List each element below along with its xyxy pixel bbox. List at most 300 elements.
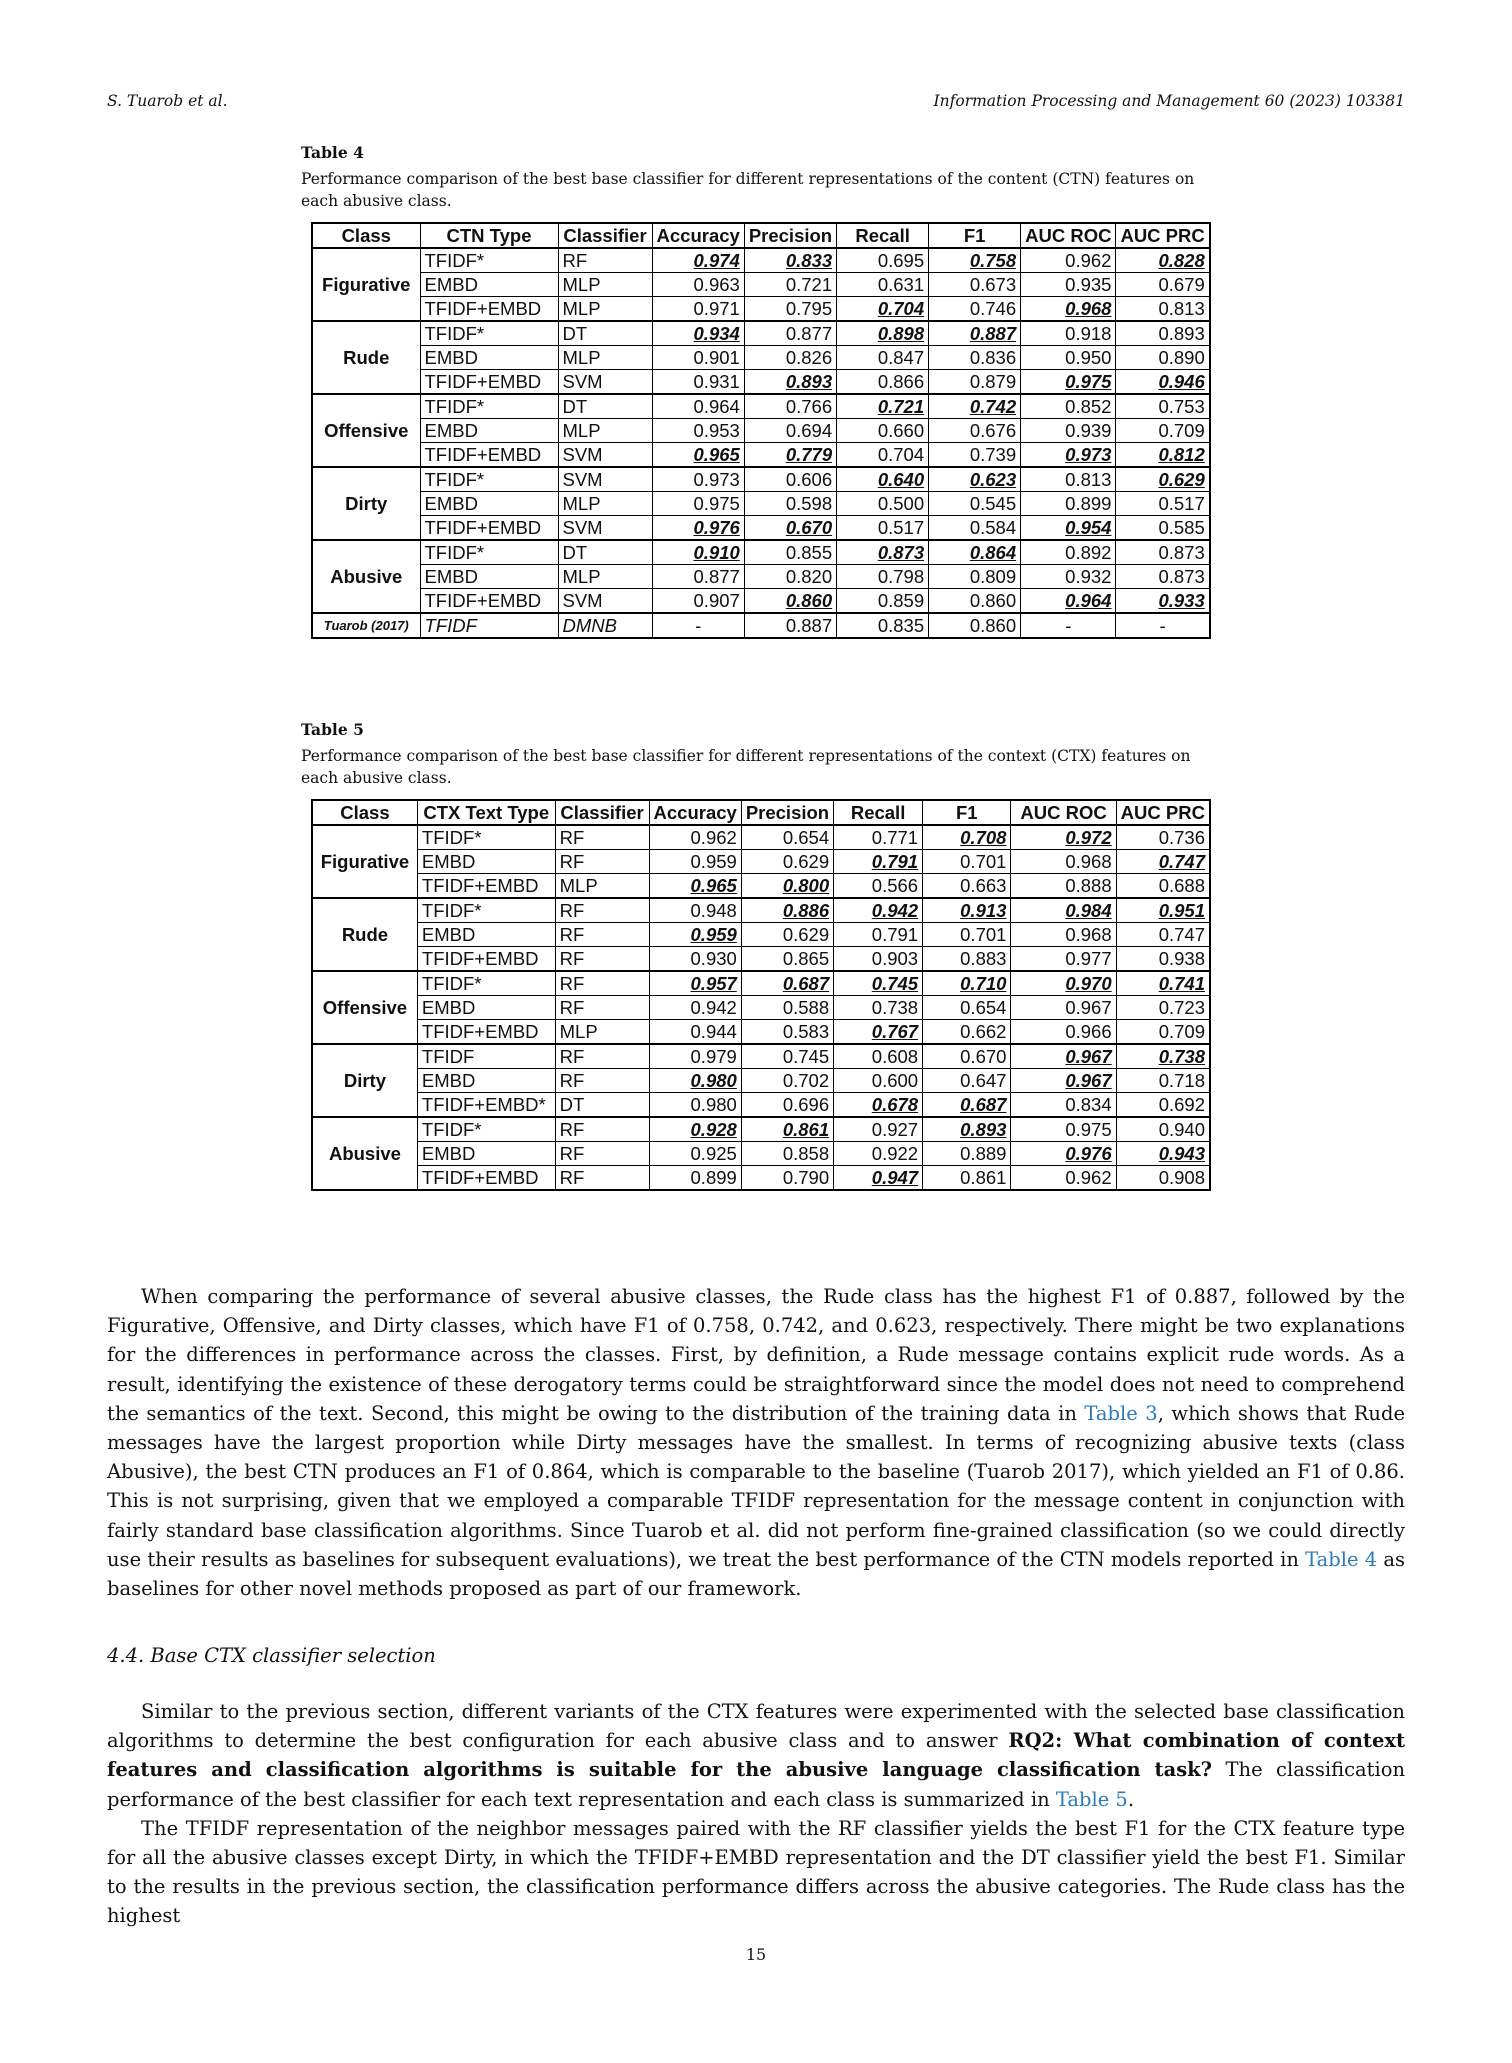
- best-value: 0.800: [782, 875, 830, 896]
- row-classifier: RF: [555, 898, 649, 923]
- metric-cell: 0.940: [1116, 1117, 1210, 1142]
- metric-cell: 0.968: [1011, 923, 1116, 947]
- metric-cell: 0.692: [1116, 1093, 1210, 1118]
- best-value: 0.873: [877, 542, 925, 563]
- metric-cell: 0.899: [1021, 492, 1116, 516]
- metric-cell: 0.694: [744, 419, 836, 443]
- metric-cell: 0.977: [1011, 947, 1116, 972]
- metric-cell: 0.663: [923, 874, 1011, 899]
- row-type: TFIDF*: [420, 467, 558, 492]
- link-table5[interactable]: Table 5: [1055, 1787, 1128, 1811]
- metric-cell: 0.606: [744, 467, 836, 492]
- table-row: [312, 492, 1210, 516]
- row-type: EMBD: [417, 923, 555, 947]
- best-value: 0.933: [1158, 590, 1205, 611]
- metric-cell: [923, 898, 1011, 923]
- best-value: 0.980: [690, 1070, 737, 1091]
- best-value: 0.640: [877, 469, 925, 490]
- table-row: [312, 996, 1210, 1020]
- metric-cell: 0.922: [834, 1142, 923, 1166]
- metric-cell: 0.647: [923, 1069, 1011, 1093]
- metric-cell: [1116, 850, 1210, 874]
- metric-cell: [741, 898, 833, 923]
- row-class-label: Offensive: [312, 971, 417, 1044]
- metric-cell: 0.975: [652, 492, 744, 516]
- row-classifier: RF: [555, 1166, 649, 1191]
- best-value: 0.928: [690, 1119, 737, 1140]
- metric-cell: [1116, 467, 1210, 492]
- column-header: AUC PRC: [1116, 223, 1210, 248]
- paragraph-1: When comparing the performance of several abusive classes, the Rude class has the highest F1 of 0.887, followed by the Figurative, Offensive, and Dirty classes, which have F1 of 0.758, 0.742, and 0.623, respectively. There might be two explanations for the differences in performance across the classes. First, by definition, a Rude message contains explicit rude words. As a result, identifying the existence of these derogatory terms could be straightforward since the model does not need to comprehend the semantics of the text. Second, this might be owing to the distribution of the training data in Table 3, which shows that Rude messages have the largest proportion while Dirty messages have the smallest. In terms of recognizing abusive texts (class Abusive), the best CTN produces an F1 of 0.864, which is comparable to the baseline (Tuarob 2017), which yielded an F1 of 0.86. This is not surprising, given that we employed a comparable TFIDF representation for the message content in conjunction with fairly standard base classification algorithms. Since Tuarob et al. did not perform fine-grained classification (so we could directly use their results as baselines for subsequent evaluations), we treat the best performance of the CTN models reported in Table 4 as baselines for other novel methods proposed as part of our framework.: [107, 1285, 1406, 1601]
- table-row: [312, 248, 1210, 273]
- table5-caption: Performance comparison of the best base classifier for different representations of the context (CTX) features on each abusive class.: [301, 747, 1191, 787]
- best-value: 0.745: [871, 973, 919, 994]
- best-value: 0.910: [693, 542, 740, 563]
- metric-cell: [929, 248, 1021, 273]
- metric-cell: 0.701: [923, 923, 1011, 947]
- metric-cell: [834, 1166, 923, 1191]
- best-value: 0.721: [877, 396, 925, 417]
- best-value: 0.946: [1158, 371, 1205, 392]
- metric-cell: 0.598: [744, 492, 836, 516]
- baseline-metric: -: [1021, 613, 1116, 638]
- row-classifier: MLP: [555, 874, 649, 899]
- metric-cell: 0.962: [1021, 248, 1116, 273]
- metric-cell: [834, 1020, 923, 1045]
- table-row: [312, 540, 1210, 565]
- table-row: [312, 1044, 1210, 1069]
- row-class-label: Rude: [312, 898, 417, 971]
- metric-cell: [923, 1117, 1011, 1142]
- metric-cell: 0.903: [834, 947, 923, 972]
- table-row: [312, 1142, 1210, 1166]
- row-type: TFIDF+EMBD*: [417, 1093, 555, 1118]
- row-type: TFIDF+EMBD: [417, 947, 555, 972]
- running-header-authors: S. Tuarob et al.: [107, 92, 228, 110]
- best-value: 0.898: [877, 323, 925, 344]
- best-value: 0.951: [1158, 900, 1205, 921]
- row-type: TFIDF: [417, 1044, 555, 1069]
- metric-cell: 0.962: [1011, 1166, 1116, 1191]
- best-value: 0.791: [871, 851, 919, 872]
- metric-cell: [1116, 1044, 1210, 1069]
- column-header: Accuracy: [649, 800, 741, 825]
- table-row: [312, 419, 1210, 443]
- best-value: 0.965: [690, 875, 737, 896]
- best-value: 0.893: [960, 1119, 1007, 1140]
- column-header: F1: [929, 223, 1021, 248]
- best-value: 0.970: [1065, 973, 1112, 994]
- row-classifier: RF: [555, 850, 649, 874]
- row-classifier: MLP: [558, 419, 652, 443]
- metric-cell: 0.938: [1116, 947, 1210, 972]
- metric-cell: [834, 1093, 923, 1118]
- metric-cell: [652, 516, 744, 541]
- metric-cell: 0.931: [652, 370, 744, 395]
- metric-cell: 0.688: [1116, 874, 1210, 899]
- metric-cell: 0.893: [1116, 321, 1210, 346]
- paragraph-2: Similar to the previous section, different variants of the CTX features were experimented with the selected base classification algorithms to determine the best configuration for each abusive class and to answer RQ2: What combination of context features and classification algorithms is suitable for the abusive language classification task? The classification performance of the best classifier for each text representation and each class is summarized in Table 5. The TFIDF representation of the neighbor messages paired with the RF classifier yields the best F1 for the CTX feature type for all the abusive classes except Dirty, in which the TFIDF+EMBD representation and the DT classifier yield the best F1. Similar to the results in the previous section, the classification performance differs across the abusive categories. The Rude class has the highest: [107, 1697, 1405, 1931]
- column-header: AUC PRC: [1116, 800, 1210, 825]
- row-type: TFIDF*: [420, 321, 558, 346]
- metric-cell: [837, 394, 929, 419]
- metric-cell: [1011, 971, 1116, 996]
- row-type: TFIDF+EMBD: [420, 443, 558, 468]
- row-type: TFIDF+EMBD: [420, 297, 558, 322]
- table5: [311, 799, 1211, 1191]
- table4: [311, 222, 1211, 639]
- metric-cell: 0.747: [1116, 923, 1210, 947]
- row-type: EMBD: [420, 346, 558, 370]
- row-type: EMBD: [420, 565, 558, 589]
- metric-cell: 0.545: [929, 492, 1021, 516]
- metric-cell: 0.695: [837, 248, 929, 273]
- row-class-label: Figurative: [312, 248, 420, 321]
- metric-cell: [744, 516, 836, 541]
- best-value: 0.893: [785, 371, 833, 392]
- table4-block: [301, 143, 1211, 639]
- metric-cell: 0.746: [929, 297, 1021, 322]
- column-header: Precision: [744, 223, 836, 248]
- metric-cell: 0.753: [1116, 394, 1210, 419]
- row-classifier: RF: [558, 248, 652, 273]
- best-value: 0.742: [969, 396, 1017, 417]
- metric-cell: [649, 971, 741, 996]
- metric-cell: 0.925: [649, 1142, 741, 1166]
- metric-cell: 0.517: [837, 516, 929, 541]
- metric-cell: 0.739: [929, 443, 1021, 468]
- column-header: AUC ROC: [1011, 800, 1116, 825]
- column-header: Recall: [837, 223, 929, 248]
- metric-cell: 0.704: [837, 443, 929, 468]
- row-type: EMBD: [417, 1069, 555, 1093]
- row-type: TFIDF+EMBD: [420, 370, 558, 395]
- column-header: Class: [312, 223, 420, 248]
- baseline-metric: 0.860: [929, 613, 1021, 638]
- table-row: [312, 1069, 1210, 1093]
- table-row: [312, 1020, 1210, 1045]
- table-row: [312, 1166, 1210, 1191]
- paragraph-3: The TFIDF representation of the neighbor messages paired with the RF classifier yields the best F1 for the CTX feature type for all the abusive classes except Dirty, in which the TFIDF+EMBD representation and the DT classifier yield the best F1. Similar to the results in the previous section, the classification performance differs across the abusive categories. The Rude class has the highest: [107, 1816, 1405, 1928]
- metric-cell: [1021, 589, 1116, 614]
- row-classifier: RF: [555, 996, 649, 1020]
- row-class-label: Dirty: [312, 1044, 417, 1117]
- row-type: TFIDF+EMBD: [420, 516, 558, 541]
- metric-cell: [649, 1069, 741, 1093]
- row-type: EMBD: [420, 419, 558, 443]
- row-type: EMBD: [417, 1142, 555, 1166]
- metric-cell: [741, 1117, 833, 1142]
- metric-cell: [649, 1117, 741, 1142]
- row-type: TFIDF*: [417, 1117, 555, 1142]
- metric-cell: 0.907: [652, 589, 744, 614]
- best-value: 0.976: [693, 517, 740, 538]
- table-row: [312, 825, 1210, 850]
- best-value: 0.972: [1065, 827, 1112, 848]
- row-type: TFIDF*: [420, 248, 558, 273]
- table-row: [312, 923, 1210, 947]
- column-header: AUC ROC: [1021, 223, 1116, 248]
- table-row: [312, 321, 1210, 346]
- row-classifier: DT: [558, 540, 652, 565]
- table-row: [312, 565, 1210, 589]
- row-class-label: Abusive: [312, 1117, 417, 1190]
- metric-cell: 0.873: [1116, 565, 1210, 589]
- metric-cell: 0.654: [741, 825, 833, 850]
- row-classifier: RF: [555, 971, 649, 996]
- metric-cell: [929, 540, 1021, 565]
- metric-cell: 0.629: [741, 850, 833, 874]
- metric-cell: [1021, 370, 1116, 395]
- metric-cell: 0.860: [929, 589, 1021, 614]
- table-header-row: [312, 800, 1210, 825]
- metric-cell: 0.813: [1021, 467, 1116, 492]
- metric-cell: 0.877: [652, 565, 744, 589]
- metric-cell: [923, 825, 1011, 850]
- row-type: TFIDF*: [417, 971, 555, 996]
- best-value: 0.779: [785, 444, 833, 465]
- metric-cell: 0.966: [1011, 1020, 1116, 1045]
- row-classifier: RF: [555, 825, 649, 850]
- table-row: [312, 346, 1210, 370]
- table-row: [312, 273, 1210, 297]
- row-type: EMBD: [417, 850, 555, 874]
- metric-cell: 0.959: [649, 850, 741, 874]
- metric-cell: [923, 971, 1011, 996]
- table-row: [312, 1093, 1210, 1118]
- table-row: [312, 297, 1210, 322]
- best-value: 0.973: [1065, 444, 1112, 465]
- best-value: 0.623: [969, 469, 1017, 490]
- running-header-journal: Information Processing and Management 60 (2023) 103381: [933, 92, 1405, 110]
- best-value: 0.629: [1158, 469, 1205, 490]
- row-type: TFIDF*: [417, 898, 555, 923]
- row-classifier: MLP: [558, 273, 652, 297]
- metric-cell: 0.826: [744, 346, 836, 370]
- metric-cell: [744, 370, 836, 395]
- metric-cell: 0.968: [1011, 850, 1116, 874]
- metric-cell: 0.890: [1116, 346, 1210, 370]
- best-value: 0.670: [785, 517, 833, 538]
- best-value: 0.974: [693, 250, 740, 271]
- metric-cell: 0.600: [834, 1069, 923, 1093]
- metric-cell: 0.701: [923, 850, 1011, 874]
- best-value: 0.934: [693, 323, 740, 344]
- metric-cell: 0.967: [1011, 996, 1116, 1020]
- row-class-label: Figurative: [312, 825, 417, 898]
- best-value: 0.913: [960, 900, 1007, 921]
- best-value: 0.861: [782, 1119, 830, 1140]
- row-classifier: RF: [555, 1142, 649, 1166]
- metric-cell: 0.963: [652, 273, 744, 297]
- column-header: CTN Type: [420, 223, 558, 248]
- table-row: [312, 589, 1210, 614]
- best-value: 0.747: [1158, 851, 1205, 872]
- row-classifier: RF: [555, 923, 649, 947]
- best-value: 0.942: [871, 900, 919, 921]
- best-value: 0.860: [785, 590, 833, 611]
- best-value: 0.687: [782, 973, 830, 994]
- best-value: 0.828: [1158, 250, 1205, 271]
- metric-cell: 0.670: [923, 1044, 1011, 1069]
- metric-cell: 0.584: [929, 516, 1021, 541]
- metric-cell: 0.718: [1116, 1069, 1210, 1093]
- metric-cell: [1021, 297, 1116, 322]
- metric-cell: 0.771: [834, 825, 923, 850]
- metric-cell: 0.883: [923, 947, 1011, 972]
- row-classifier: DT: [555, 1093, 649, 1118]
- metric-cell: 0.908: [1116, 1166, 1210, 1191]
- metric-cell: [1021, 443, 1116, 468]
- metric-cell: 0.877: [744, 321, 836, 346]
- metric-cell: 0.927: [834, 1117, 923, 1142]
- metric-cell: [1011, 1142, 1116, 1166]
- row-type: TFIDF*: [417, 825, 555, 850]
- metric-cell: [652, 540, 744, 565]
- baseline-metric: -: [652, 613, 744, 638]
- best-value: 0.704: [877, 298, 925, 319]
- table-row: [312, 898, 1210, 923]
- table-row: [312, 947, 1210, 972]
- metric-cell: 0.745: [741, 1044, 833, 1069]
- metric-cell: 0.888: [1011, 874, 1116, 899]
- column-header: Accuracy: [652, 223, 744, 248]
- row-type: TFIDF+EMBD: [417, 874, 555, 899]
- row-classifier: RF: [555, 1069, 649, 1093]
- metric-cell: 0.791: [834, 923, 923, 947]
- best-value: 0.887: [969, 323, 1017, 344]
- row-classifier: SVM: [558, 370, 652, 395]
- metric-cell: 0.847: [837, 346, 929, 370]
- best-value: 0.741: [1158, 973, 1205, 994]
- row-classifier: SVM: [558, 467, 652, 492]
- best-value: 0.975: [1065, 371, 1112, 392]
- best-value: 0.687: [960, 1094, 1007, 1115]
- metric-cell: [1021, 516, 1116, 541]
- metric-cell: 0.738: [834, 996, 923, 1020]
- best-value: 0.708: [960, 827, 1007, 848]
- row-classifier: MLP: [558, 346, 652, 370]
- table5-block: [301, 720, 1211, 1191]
- metric-cell: 0.608: [834, 1044, 923, 1069]
- metric-cell: [1116, 1142, 1210, 1166]
- best-value: 0.959: [690, 924, 737, 945]
- row-classifier: SVM: [558, 443, 652, 468]
- metric-cell: 0.879: [929, 370, 1021, 395]
- metric-cell: 0.866: [837, 370, 929, 395]
- metric-cell: 0.855: [744, 540, 836, 565]
- link-table3[interactable]: Table 3: [1084, 1401, 1158, 1425]
- metric-cell: [652, 443, 744, 468]
- metric-cell: [649, 874, 741, 899]
- metric-cell: [1116, 248, 1210, 273]
- row-type: TFIDF+EMBD: [417, 1166, 555, 1191]
- metric-cell: 0.873: [1116, 540, 1210, 565]
- table-row: [312, 516, 1210, 541]
- baseline-metric: -: [1116, 613, 1210, 638]
- baseline-metric: 0.887: [744, 613, 836, 638]
- best-value: 0.864: [969, 542, 1017, 563]
- metric-cell: 0.790: [741, 1166, 833, 1191]
- metric-cell: 0.899: [649, 1166, 741, 1191]
- best-value: 0.967: [1065, 1070, 1112, 1091]
- metric-cell: [834, 971, 923, 996]
- best-value: 0.964: [1065, 590, 1112, 611]
- row-type: TFIDF*: [420, 394, 558, 419]
- baseline-classifier: DMNB: [558, 613, 652, 638]
- metric-cell: [1116, 443, 1210, 468]
- row-type: EMBD: [420, 492, 558, 516]
- metric-cell: 0.517: [1116, 492, 1210, 516]
- metric-cell: 0.813: [1116, 297, 1210, 322]
- best-value: 0.738: [1158, 1046, 1205, 1067]
- row-classifier: DT: [558, 394, 652, 419]
- best-value: 0.967: [1065, 1046, 1112, 1067]
- row-class-label: Rude: [312, 321, 420, 394]
- metric-cell: [744, 443, 836, 468]
- row-class-label: Offensive: [312, 394, 420, 467]
- metric-cell: 0.798: [837, 565, 929, 589]
- row-classifier: MLP: [558, 565, 652, 589]
- metric-cell: 0.723: [1116, 996, 1210, 1020]
- metric-cell: [744, 589, 836, 614]
- metric-cell: 0.950: [1021, 346, 1116, 370]
- metric-cell: [1011, 1069, 1116, 1093]
- row-classifier: DT: [558, 321, 652, 346]
- metric-cell: 0.566: [834, 874, 923, 899]
- best-value: 0.957: [690, 973, 737, 994]
- metric-cell: [1011, 898, 1116, 923]
- metric-cell: 0.820: [744, 565, 836, 589]
- table5-label: Table 5: [301, 720, 364, 739]
- metric-cell: 0.662: [923, 1020, 1011, 1045]
- metric-cell: [1116, 370, 1210, 395]
- baseline-row: [312, 613, 1210, 638]
- metric-cell: 0.696: [741, 1093, 833, 1118]
- table4-label: Table 4: [301, 143, 364, 162]
- metric-cell: [744, 248, 836, 273]
- metric-cell: 0.709: [1116, 1020, 1210, 1045]
- metric-cell: 0.702: [741, 1069, 833, 1093]
- row-classifier: RF: [555, 1117, 649, 1142]
- row-classifier: MLP: [558, 492, 652, 516]
- best-value: 0.767: [871, 1021, 919, 1042]
- metric-cell: 0.588: [741, 996, 833, 1020]
- metric-cell: [923, 1093, 1011, 1118]
- metric-cell: [1116, 898, 1210, 923]
- metric-cell: 0.679: [1116, 273, 1210, 297]
- research-question-2: RQ2: What combination of context features and classification algorithms is suitable for the abusive language classification task?: [107, 1729, 1405, 1782]
- table4-caption: Performance comparison of the best base classifier for different representations of the content (CTN) features on each abusive class.: [301, 170, 1195, 210]
- metric-cell: 0.889: [923, 1142, 1011, 1166]
- row-type: TFIDF+EMBD: [417, 1020, 555, 1045]
- metric-cell: 0.836: [929, 346, 1021, 370]
- link-table4[interactable]: Table 4: [1305, 1547, 1378, 1571]
- row-classifier: SVM: [558, 516, 652, 541]
- table-header-row: [312, 223, 1210, 248]
- column-header: Class: [312, 800, 417, 825]
- metric-cell: 0.944: [649, 1020, 741, 1045]
- best-value: 0.965: [693, 444, 740, 465]
- best-value: 0.976: [1065, 1143, 1112, 1164]
- metric-cell: 0.964: [652, 394, 744, 419]
- table-row: [312, 370, 1210, 395]
- metric-cell: 0.942: [649, 996, 741, 1020]
- metric-cell: 0.935: [1021, 273, 1116, 297]
- metric-cell: 0.962: [649, 825, 741, 850]
- metric-cell: 0.834: [1011, 1093, 1116, 1118]
- column-header: CTX Text Type: [417, 800, 555, 825]
